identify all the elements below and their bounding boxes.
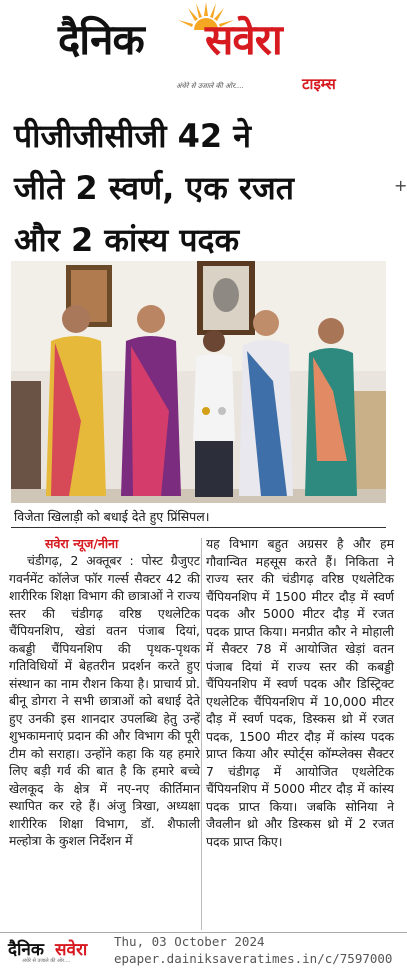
- footer-logo: [8, 937, 104, 965]
- byline: सवेरा न्यूज/नीना: [45, 536, 119, 551]
- footer-brand-dainik: दैनिक: [8, 940, 44, 960]
- edition-date: Thu, 03 October 2024: [114, 934, 265, 949]
- masthead-tagline: अंधेरे से उजाले की ओर....: [176, 82, 244, 90]
- epaper-url[interactable]: epaper.dainiksaveratimes.in/c/7597000: [114, 951, 393, 966]
- headline-line-1: पीजीजीसीजी 42 ने: [14, 117, 252, 155]
- footer-divider: [0, 932, 407, 933]
- article-text-left: चंडीगढ़, 2 अक्तूबर : पोस्ट ग्रैजुएट गवर्नमेंट कॉलेज फॉर गर्ल्स सैक्टर 42 की शारीरिक शिक्षा विभाग की छात्राओं ने राज्य स्तर की चंडीगढ़ वरिष्ठ एथलेटिक चैंपियनशिप, खेडां वतन पंजाब दियां, कबड्डी चैंपियनशिप की पृथक-पृथक गतिविधियों में बेहतरीन प्रदर्शन करते हुए संस्थान का नाम रौशन किया है। प्राचार्य प्रो. बीनू डोगरा ने सभी छात्राओं को बधाई देते हुए उनकी इस शानदार उपलब्धि हेतु उन्हें शुभकामनाएं प्रदान की और विभाग की पूरी टीम को सराहा। उन्होंने कहा कि यह हमारे लिए बड़ी गर्व की बात है कि हमारे बच्चे खेलकूद के क्षेत्र में नए-नए कीर्तिमान स्थापित कर रहे हैं। अंजु त्रिखा, अध्यक्षा शारीरिक शिक्षा विभाग, डॉ. शैफाली मल्होत्रा के कुशल निर्देशन में: [9, 553, 200, 848]
- brand-name-times: टाइम्स: [302, 75, 336, 93]
- footer-brand-savera: सवेरा: [55, 940, 88, 960]
- article-body-left: [9, 552, 200, 850]
- column-divider: [201, 538, 202, 930]
- article-column-left: [9, 535, 200, 850]
- photo-caption: विजेता खिलाड़ी को बधाई देते हुए प्रिंसिपल।: [11, 506, 386, 528]
- masthead: [0, 0, 407, 98]
- article-photo: [11, 261, 386, 503]
- article-headline: [14, 110, 392, 266]
- brand-name-dainik: दैनिक: [58, 15, 144, 64]
- article-column-right: [206, 535, 394, 850]
- plus-icon: +: [394, 176, 407, 195]
- article-body-right: यह विभाग बहुत अग्रसर है और हम गौवान्वित महसूस करते हैं। निकिता ने राज्य स्तर की चंडीगढ़ वरिष्ठ एथलेटिक चैंपियनशिप में 1500 मीटर दौड़ में स्वर्ण पदक और 5000 मीटर दौड़ में रजत पदक प्राप्त किया। मनप्रीत कौर ने मोहाली में सैक्टर 78 में आयोजित खेड़ां वतन पंजाब दियां में राज्य स्तर की कबड्डी चैंपियनशिप में स्वर्ण पदक और डिस्ट्रिक्ट एथलेटिक चैंपियनशिप में 10,000 मीटर दौड़ में स्वर्ण पदक, डिस्कस थ्रो में रजत पदक, 1500 मीटर दौड़ में कांस्य पदक प्राप्त किया और स्पोर्ट्स कॉम्प्लेक्स सैक्टर 7 चंडीगढ़ में आयोजित एथलेटिक चैंपियनशिप में 5000 मीटर दौड़ में कांस्य पदक प्राप्त किया। जबकि सोनिया ने जैवलीन थ्रो और डिस्कस थ्रो में 2 रजत पदक प्राप्त किए।: [206, 536, 394, 849]
- headline-line-3: और 2 कांस्य पदक: [14, 221, 240, 259]
- brand-name-savera: सवेरा: [205, 15, 282, 64]
- headline-line-2: जीते 2 स्वर्ण, एक रजत: [14, 169, 294, 207]
- footer-tagline: अंधेरे से उजाले की ओर....: [22, 958, 71, 964]
